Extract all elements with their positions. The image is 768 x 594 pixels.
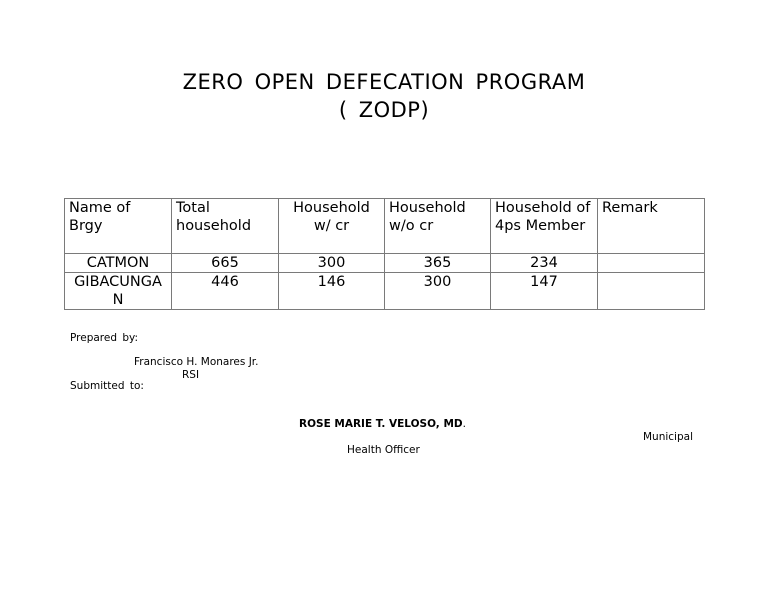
document-title: ZERO OPEN DEFECATION PROGRAM [182,70,586,94]
cell-remark [598,273,705,310]
header-household-4ps-member: Household of 4ps Member [491,199,598,254]
header-total-household: Total household [172,199,279,254]
table-header-row [65,199,705,254]
cell-household-4ps: 147 [491,273,598,310]
cell-brgy-name: GIBACUNGAN [65,273,172,310]
header-household-without-cr: Household w/o cr [385,199,491,254]
submitted-to-label: Submitted to: [70,380,144,392]
header-remark: Remark [598,199,705,254]
officer-name-text: ROSE MARIE T. VELOSO, MD [299,418,463,430]
cell-household-with-cr: 146 [279,273,385,310]
cell-total-household: 665 [172,254,279,273]
officer-name-suffix: . [462,418,466,430]
header-household-with-cr: Household w/ cr [279,199,385,254]
cell-household-with-cr: 300 [279,254,385,273]
cell-total-household: 446 [172,273,279,310]
document-subtitle: ( ZODP) [338,98,430,122]
table-row [65,254,705,273]
officer-title-municipal: Municipal [643,431,693,443]
cell-household-without-cr: 300 [385,273,491,310]
cell-brgy-name: CATMON [65,254,172,273]
zodp-table [64,198,705,310]
preparer-title: RSI [182,369,200,381]
cell-household-without-cr: 365 [385,254,491,273]
officer-title-health-officer: Health Officer [347,444,420,456]
prepared-by-label: Prepared by: [70,332,138,344]
preparer-name: Francisco H. Monares Jr. [134,356,259,368]
table-row [65,273,705,310]
officer-name [299,418,466,431]
cell-household-4ps: 234 [491,254,598,273]
header-name-of-brgy: Name of Brgy [65,199,172,254]
cell-remark [598,254,705,273]
